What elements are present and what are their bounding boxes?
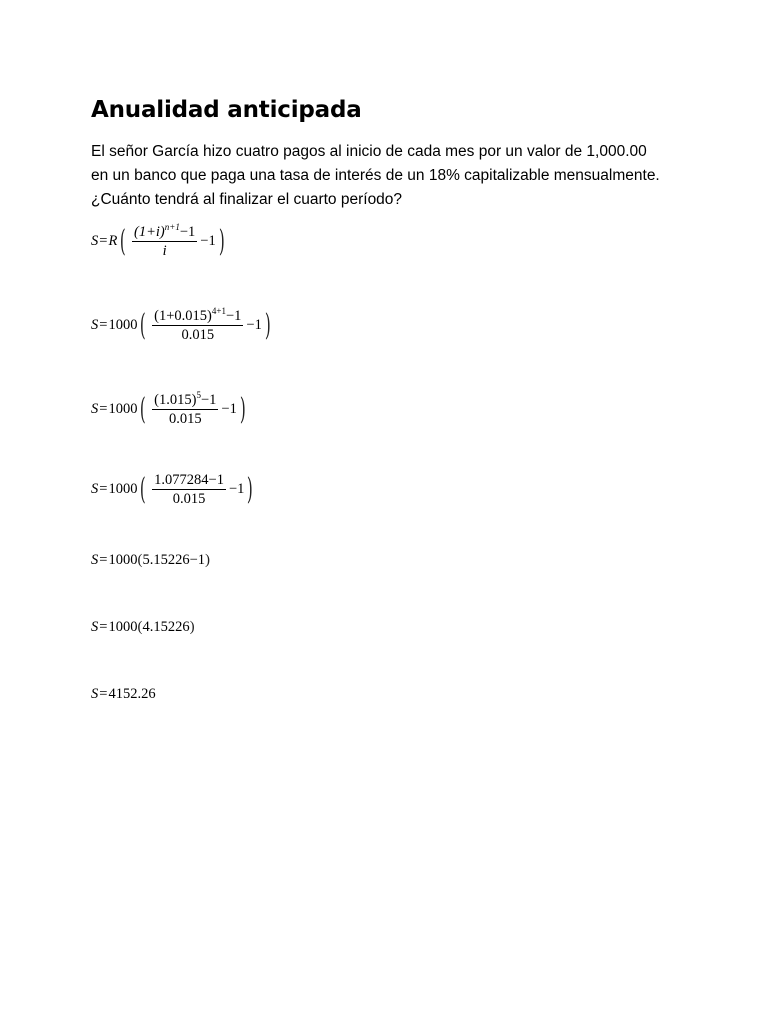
eq4-fraction (152, 472, 226, 507)
eq6-open-paren: ( (137, 619, 143, 635)
eq3-fraction (152, 392, 218, 427)
eq5-lhs: S (91, 552, 99, 568)
eq2-denominator: 0.015 (181, 327, 215, 343)
eq3-numerator (152, 392, 218, 410)
equation-result (91, 686, 156, 703)
equation-step-6 (91, 619, 195, 636)
eq6-close-paren: ) (189, 619, 195, 635)
eq6-lhs: S (91, 619, 99, 635)
equation-formula (91, 224, 227, 259)
eq2-factor: 1000 (108, 317, 138, 333)
eq3-tail: −1 (221, 401, 237, 417)
equation-substitution (91, 308, 274, 343)
eq6-equals: = (99, 619, 108, 635)
eq1-base: (1+i) (134, 224, 165, 240)
eq3-num-tail: −1 (200, 392, 217, 408)
eq2-base: (1+0.015) (154, 308, 212, 324)
eq1-num-tail: −1 (179, 224, 196, 240)
eq5-factor: 1000 (108, 552, 138, 568)
eq5-open-paren: ( (137, 552, 143, 568)
eq4-open-paren: ( (140, 471, 147, 507)
eq2-open-paren: ( (140, 307, 147, 343)
paragraph-line-2: en un banco que paga una tasa de interés de un 18% capitalizable mensualmente. (91, 167, 660, 184)
page-title: Anualidad anticipada (91, 97, 362, 123)
equation-step-3 (91, 392, 249, 427)
eq6-factor: 1000 (108, 619, 138, 635)
eq4-denominator: 0.015 (172, 491, 206, 507)
eq2-fraction (152, 308, 243, 343)
eq6-inner: 4.15226 (142, 619, 190, 635)
eq1-close-paren: ) (218, 223, 225, 259)
eq2-lhs: S (91, 317, 99, 333)
eq5-equals: = (99, 552, 108, 568)
eq1-exponent: n+1 (164, 222, 180, 232)
eq1-lhs: S (91, 233, 99, 249)
eq1-paren-group (117, 224, 227, 259)
document-body (91, 94, 691, 212)
eq2-tail: −1 (246, 317, 262, 333)
eq4-numerator: 1.077284−1 (154, 472, 224, 488)
eq5-close-paren: ) (205, 552, 210, 568)
paragraph-line-1: El señor García hizo cuatro pagos al inicio de cada mes por un valor de 1,000.00 (91, 143, 647, 160)
eq2-paren-group (137, 308, 273, 343)
eq3-paren-group (137, 392, 248, 427)
eq7-value: 4152.26 (108, 686, 156, 702)
eq1-numerator (132, 224, 197, 242)
eq3-equals: = (99, 401, 108, 417)
equation-step-5 (91, 552, 210, 569)
problem-paragraph (91, 140, 691, 212)
eq7-equals: = (99, 686, 108, 702)
eq3-lhs: S (91, 401, 99, 417)
eq1-fraction (132, 224, 197, 259)
eq3-denominator: 0.015 (168, 411, 202, 427)
eq2-exponent: 4+1 (211, 306, 226, 316)
paragraph-line-3: ¿Cuánto tendrá al finalizar el cuarto período? (91, 191, 403, 208)
eq3-open-paren: ( (140, 391, 147, 427)
eq1-tail: −1 (200, 233, 216, 249)
eq1-factor: R (108, 233, 118, 249)
eq3-base: (1.015) (154, 392, 197, 408)
eq4-factor: 1000 (108, 481, 138, 497)
eq2-numerator (152, 308, 243, 326)
equation-step-4 (91, 472, 256, 507)
eq3-factor: 1000 (108, 401, 138, 417)
eq7-lhs: S (91, 686, 99, 702)
eq1-denominator: i (162, 243, 167, 259)
eq2-close-paren: ) (264, 307, 271, 343)
eq1-open-paren: ( (120, 223, 127, 259)
eq4-lhs: S (91, 481, 99, 497)
eq2-equals: = (99, 317, 108, 333)
eq3-exponent: 5 (196, 390, 201, 400)
eq4-tail: −1 (228, 481, 245, 497)
eq5-inner: 5.15226−1 (142, 552, 205, 568)
eq4-equals: = (99, 481, 108, 497)
eq2-num-tail: −1 (225, 308, 242, 324)
eq4-paren-group (137, 472, 256, 507)
eq4-close-paren: ) (247, 471, 254, 507)
eq1-equals: = (99, 233, 108, 249)
eq3-close-paren: ) (239, 391, 246, 427)
